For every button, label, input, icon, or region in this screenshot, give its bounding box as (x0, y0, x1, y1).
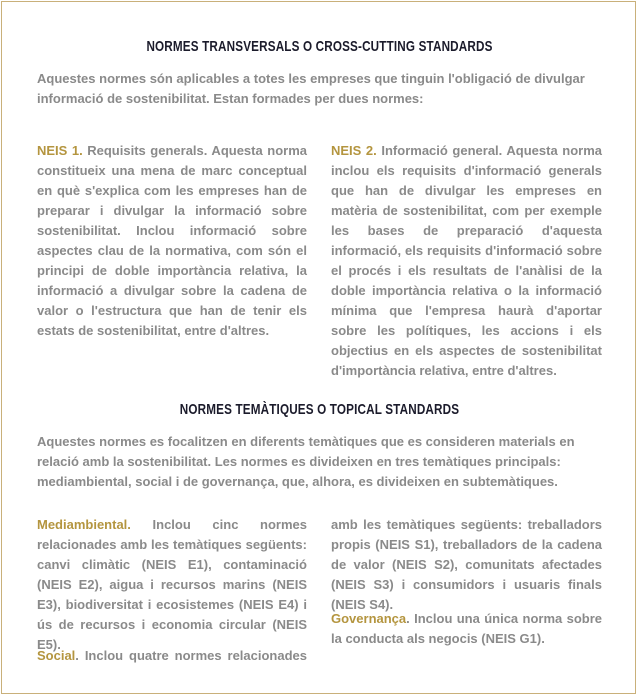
mediambiental-text: Inclou cinc normes relacionades amb les temàtiques següents: canvi climàtic (NEIS E1), contaminació (NEIS E2), aigua i recursos marins (NEIS E3), biodiversitat i ecosistemes (NEIS E4) i ús de recursos i economia circular (NEIS E5). (37, 517, 307, 652)
social-continuation (331, 515, 602, 615)
neis2-text: Informació general. Aquesta norma inclou els requisits d'informació generals que han de divulgar les empreses en matèria de sostenibilitat, com per exemple les bases de preparació d'aquesta informació, els requisits d'informació sobre el procés i els resultats de l'anàlisi de la doble importància relativa o la informació mínima que l'empresa haurà d'aportar sobre les polítiques, les accions i els objectius en els aspectes de sostenibilitat d'importància relativa, entre d'altres. (331, 143, 602, 378)
intro-transversal (37, 69, 607, 109)
intro-tematiques-text: Aquestes normes es focalitzen en diferents temàtiques que es consideren materials en relació amb la sostenibilitat. Les normes es divideixen en tres temàtiques principals: mediambiental, social i de governança, que, alhora, es divideixen en subtemàtiques. (37, 434, 575, 489)
neis1-paragraph (37, 141, 307, 341)
neis1-label: NEIS 1. (37, 143, 83, 158)
social-paragraph (37, 646, 307, 666)
section-title-transversal: NORMES TRANSVERSALS O CROSS-CUTTING STANDARDS (146, 38, 493, 55)
governanca-paragraph (331, 609, 602, 649)
mediambiental-paragraph (37, 515, 307, 655)
mediambiental-label: Mediambiental. (37, 517, 131, 532)
social-continuation-text: amb les temàtiques següents: treballadors propis (NEIS S1), treballadors de la cadena de valor (NEIS S2), comunitats afectades (NEIS S3) i consumidors i usuaris finals (NEIS S4). (331, 517, 602, 612)
governanca-text: . Inclou una única norma sobre la conducta als negocis (NEIS G1). (331, 611, 602, 646)
social-text: . Inclou quatre normes relacionades (75, 648, 307, 663)
intro-transversal-text: Aquestes normes són aplicables a totes les empreses que tinguin l'obligació de divulgar informació de sostenibilitat. Estan formades per dues normes: (37, 71, 585, 106)
neis1-text: Requisits generals. Aquesta norma constitueix una mena de marc conceptual en què s'explica com les empreses han de preparar i divulgar la informació sobre sostenibilitat. Inclou informació sobre aspectes clau de la normativa, com són el principi de doble importància relativa, la informació a divulgar sobre la cadena de valor o l'estructura que han de tenir els estats de sostenibilitat, entre d'altres. (37, 143, 307, 338)
neis2-paragraph (331, 141, 602, 381)
intro-tematiques (37, 432, 607, 492)
social-label: Social (37, 648, 76, 663)
neis2-label: NEIS 2. (331, 143, 377, 158)
governanca-label: Governança (331, 611, 407, 626)
section-title-tematiques: NORMES TEMÀTIQUES O TOPICAL STANDARDS (179, 401, 460, 418)
